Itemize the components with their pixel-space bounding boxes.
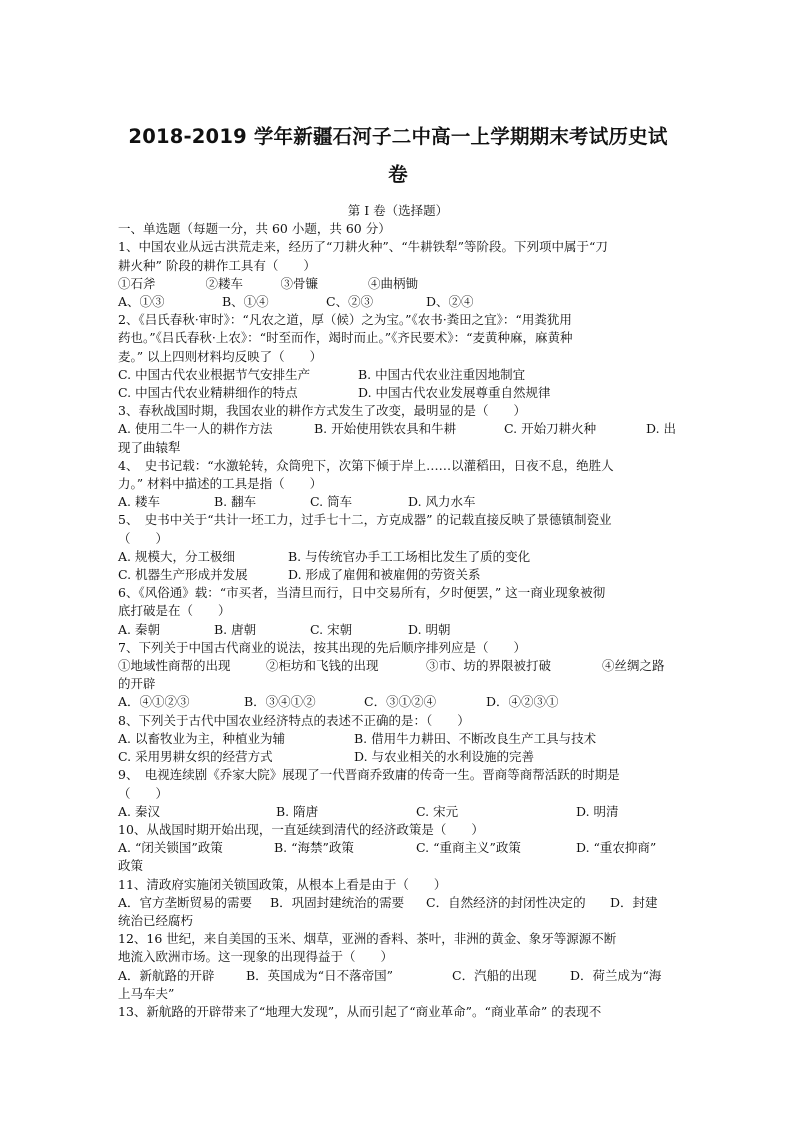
- item-2: ②柜坊和飞钱的出现: [266, 658, 379, 674]
- option-d: D. 明清: [576, 803, 619, 819]
- option-d: D. 形成了雇佣和被雇佣的劳资关系: [288, 567, 481, 583]
- question-stem: 11、清政府实施闭关锁国政策，从根本上看是由于（ ）: [118, 876, 447, 892]
- option-c: C．汽船的出现: [452, 967, 537, 983]
- volume-heading: 第 I 卷（选择题）: [347, 203, 449, 218]
- title-line-2: 卷: [388, 163, 408, 186]
- option-row: [118, 293, 678, 311]
- option-c: C．自然经济的封闭性决定的: [426, 894, 586, 910]
- option-b: B．英国成为“日不落帝国”: [246, 967, 393, 983]
- question-stem: 6、《风俗通》载：“市买者，当清旦而行，日中交易所有，夕时便罢，” 这一商业现象被彻: [118, 585, 606, 601]
- question-3: [118, 402, 678, 457]
- exam-title: [118, 118, 678, 194]
- option-row: [118, 566, 678, 584]
- question-stem: 5、 史书中关于“共计一坯工力，过手七十二，方克成器” 的记载直接反映了景德镇制瓷业: [118, 512, 612, 528]
- option-row: [118, 967, 678, 985]
- option-d: D. 中国古代农业发展尊重自然规律: [358, 385, 551, 401]
- option-row: [118, 384, 678, 402]
- option-row: [118, 548, 678, 566]
- question-stem: （ ）: [118, 530, 169, 546]
- question-6: [118, 584, 678, 639]
- option-row: [118, 748, 678, 766]
- option-b: B．巩固封建统治的需要: [270, 894, 405, 910]
- question-stem: 力。” 材料中描述的工具是指（ ）: [118, 476, 323, 492]
- option-row: [118, 693, 678, 711]
- question-stem: 13、新航路的开辟带来了“地理大发现”，从而引起了“商业革命”。“商业革命” 的表现不: [118, 1003, 602, 1019]
- option-d: D. 明朝: [408, 621, 451, 637]
- option-row: [118, 730, 678, 748]
- option-row: [118, 420, 678, 438]
- option-b: B. “海禁”政策: [274, 840, 354, 856]
- option-a: A. 以畜牧业为主，种植业为辅: [118, 730, 285, 746]
- option-b: B. 隋唐: [276, 803, 319, 819]
- question-4: [118, 457, 678, 512]
- option-b: B. 借用牛力耕田、不断改良生产工具与技术: [354, 730, 597, 746]
- option-a: A．新航路的开辟: [118, 967, 215, 983]
- option-d: D．④②③①: [486, 694, 559, 710]
- option-d: D．封建: [610, 894, 658, 910]
- item-4: ④丝绸之路: [602, 658, 665, 674]
- question-stem: （ ）: [118, 785, 169, 801]
- option-b: B. 开始使用铁农具和牛耕: [314, 421, 457, 437]
- option-b: B. 唐朝: [214, 621, 257, 637]
- question-stem: 底打破是在（ ）: [118, 603, 231, 619]
- option-a: A. 耧车: [118, 494, 160, 510]
- question-stem: 9、 电视连续剧《乔家大院》展现了一代晋商乔致庸的传奇一生。晋商等商帮活跃的时期是: [118, 767, 620, 783]
- option-a: A. 秦汉: [118, 803, 160, 819]
- question-stem: 3、春秋战国时期，我国农业的耕作方式发生了改变，最明显的是（ ）: [118, 403, 526, 419]
- option-continuation: 现了曲辕犁: [118, 439, 181, 455]
- option-d: D. “重农抑商”: [576, 840, 657, 856]
- option-row: [118, 803, 678, 821]
- question-stem: 麦。” 以上四则材料均反映了（ ）: [118, 348, 323, 364]
- option-c: C. 中国古代农业精耕细作的特点: [118, 385, 298, 401]
- option-d: D．荷兰成为“海: [570, 967, 662, 983]
- option-continuation: 统治已经腐朽: [118, 912, 194, 928]
- item-3: ③市、坊的界限被打破: [426, 658, 552, 674]
- items-continuation: 的开辟: [118, 676, 156, 692]
- option-c: C. 宋朝: [310, 621, 353, 637]
- option-a: A、①③: [118, 294, 165, 310]
- option-a: A．④①②③: [118, 694, 190, 710]
- question-2: [118, 311, 678, 402]
- question-9: [118, 766, 678, 821]
- option-c: C. 筒车: [310, 494, 353, 510]
- option-b: B. 中国古代农业注重因地制宜: [358, 366, 526, 382]
- question-stem: 8、下列关于古代中国农业经济特点的表述不正确的是：（ ）: [118, 712, 470, 728]
- option-a: A. 规模大，分工极细: [118, 548, 235, 564]
- question-12: [118, 930, 678, 1003]
- option-continuation: 上马车夫”: [118, 985, 175, 1001]
- option-c: C. 机器生产形成并发展: [118, 567, 248, 583]
- question-stem: 12、16 世纪，来自美国的玉米、烟草，亚洲的香料、茶叶，非洲的黄金、象牙等源源不断: [118, 931, 617, 947]
- option-a: C. 中国古代农业根据节气安排生产: [118, 366, 311, 382]
- question-13: [118, 1003, 678, 1021]
- option-row: [118, 493, 678, 511]
- option-c: C. 宋元: [416, 803, 459, 819]
- option-a: A．官方垄断贸易的需要: [118, 894, 253, 910]
- option-c: C、②③: [326, 294, 374, 310]
- option-row: [118, 366, 678, 384]
- question-stem: 2、《吕氏春秋·审时》：“凡农之道，厚（候）之为宝。”《农书·粪田之宜》：“用粪犹用: [118, 312, 572, 328]
- question-stem: 耕火种” 阶段的耕作工具有（ ）: [118, 257, 316, 273]
- question-stem: 7、下列关于中国古代商业的说法，按其出现的先后顺序排列应是（ ）: [118, 639, 526, 655]
- option-b: B．③④①②: [244, 694, 316, 710]
- question-stem: 地流入欧洲市场。这一现象的出现得益于（ ）: [118, 949, 394, 965]
- option-continuation: 政策: [118, 858, 144, 874]
- question-5: [118, 511, 678, 584]
- option-row: [118, 894, 678, 912]
- question-1: [118, 238, 678, 311]
- option-row: [118, 839, 678, 857]
- question-stem: 药也。”《吕氏春秋·上农》：“时至而作，竭时而止。”《齐民要术》：“麦黄种麻，麻黄种: [118, 330, 573, 346]
- option-b: B、①④: [222, 294, 269, 310]
- question-7: [118, 639, 678, 712]
- option-d: D. 与农业相关的水利设施的完善: [354, 749, 535, 765]
- question-11: [118, 876, 678, 931]
- option-c: C. 采用男耕女织的经营方式: [118, 749, 273, 765]
- option-a: A. “闭关锁国”政策: [118, 840, 223, 856]
- item-1: ①地域性商帮的出现: [118, 658, 231, 674]
- option-d: D. 出: [646, 421, 677, 437]
- option-d: D、②④: [426, 294, 474, 310]
- section-heading: 一、单选题（每题一分，共 60 小题，共 60 分）: [118, 221, 391, 237]
- option-b: B. 翻车: [214, 494, 257, 510]
- option-a: A. 秦朝: [118, 621, 160, 637]
- question-8: [118, 712, 678, 767]
- title-line-1: 2018-2019 学年新疆石河子二中高一上学期期末考试历史试: [128, 125, 668, 148]
- option-a: A. 使用二牛一人的耕作方法: [118, 421, 273, 437]
- question-stem: 4、 史书记载：“水激轮转，众筒兜下，次第下倾于岸上……以灌稻田，日夜不息，绝胜人: [118, 457, 614, 473]
- items-row: [118, 657, 678, 675]
- question-stem: 1、中国农业从远古洪荒走来，经历了“刀耕火种”、“牛耕铁犁”等阶段。下列项中属于“刀: [118, 239, 608, 255]
- option-row: [118, 621, 678, 639]
- option-d: D. 风力水车: [408, 494, 476, 510]
- question-items: ①石斧 ②耧车 ③骨镰 ④曲柄锄: [118, 275, 419, 291]
- question-10: [118, 821, 678, 876]
- option-c: C. 开始刀耕火种: [504, 421, 597, 437]
- option-c: C．③①②④: [364, 694, 437, 710]
- question-stem: 10、从战国时期开始出现，一直延续到清代的经济政策是（ ）: [118, 821, 484, 837]
- option-c: C. “重商主义”政策: [416, 840, 521, 856]
- exam-page: [118, 118, 678, 1021]
- option-b: B. 与传统官办手工工场相比发生了质的变化: [288, 548, 531, 564]
